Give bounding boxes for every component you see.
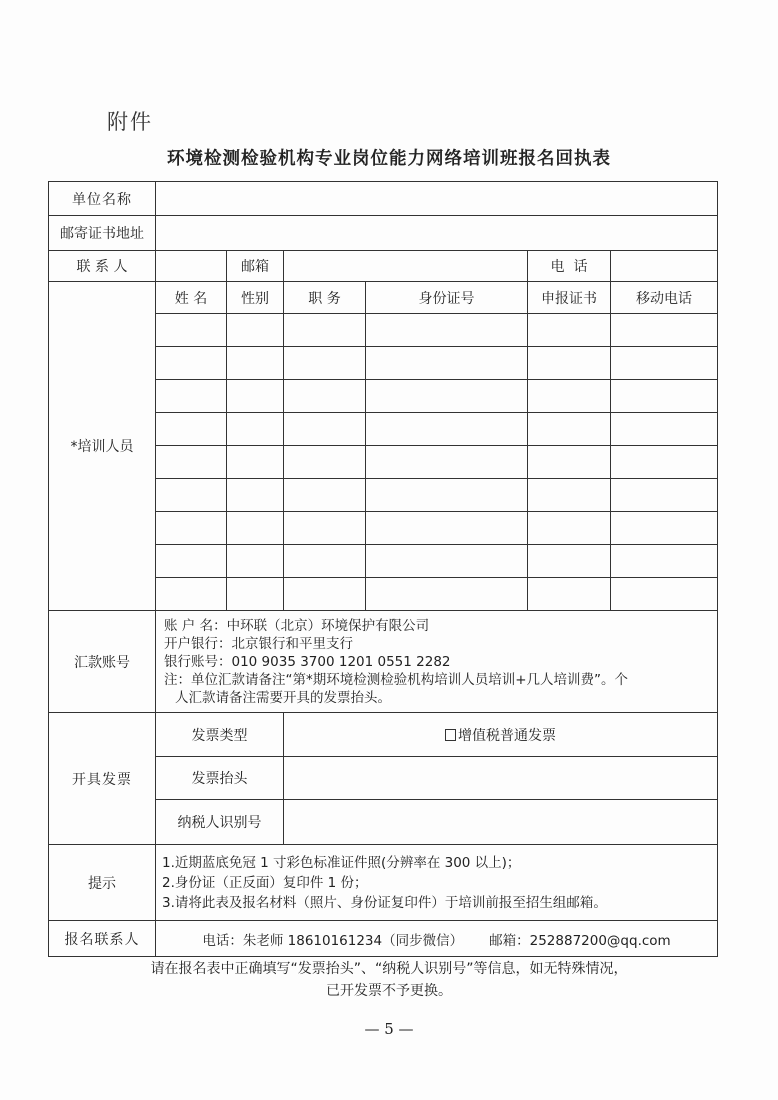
trainee-header-position: 职 务: [284, 282, 366, 314]
account-name: 账 户 名：中环联（北京）环境保护有限公司: [164, 617, 430, 634]
email-label: 邮箱: [227, 251, 284, 282]
tip-item: 1.近期蓝底免冠 1 寸彩色标准证件照(分辨率在 300 以上)；: [162, 854, 521, 871]
trainee-cell[interactable]: [156, 479, 227, 512]
trainee-cell[interactable]: [284, 413, 366, 446]
remit-note-cont: 人汇款请备注需要开具的发票抬头。: [175, 689, 391, 706]
footer-note: [0, 958, 778, 1002]
remit-label: 汇款账号: [49, 611, 156, 713]
registration-contact-info: [156, 921, 718, 957]
contact-phone: 电话：朱老师 18610161234（同步微信）: [202, 932, 464, 949]
trainee-cell[interactable]: [156, 380, 227, 413]
trainee-cell[interactable]: [227, 314, 284, 347]
trainee-cell[interactable]: [227, 413, 284, 446]
remit-info: [156, 611, 718, 713]
mail-address-field[interactable]: [156, 216, 718, 251]
trainee-cell[interactable]: [227, 380, 284, 413]
trainee-cell[interactable]: [227, 578, 284, 611]
trainee-cell[interactable]: [528, 380, 611, 413]
trainee-cell[interactable]: [156, 512, 227, 545]
trainee-cell[interactable]: [284, 446, 366, 479]
trainee-cell[interactable]: [528, 347, 611, 380]
trainee-cell[interactable]: [284, 545, 366, 578]
trainee-header-mobile: 移动电话: [611, 282, 718, 314]
tips-list: [156, 845, 718, 921]
trainee-cell[interactable]: [284, 512, 366, 545]
trainee-cell[interactable]: [528, 512, 611, 545]
trainee-cell[interactable]: [366, 545, 528, 578]
tips-label: 提示: [49, 845, 156, 921]
trainee-cell[interactable]: [366, 578, 528, 611]
trainee-cell[interactable]: [366, 347, 528, 380]
trainee-cell[interactable]: [227, 479, 284, 512]
trainee-cell[interactable]: [528, 314, 611, 347]
tip-item: 3.请将此表及报名材料（照片、身份证复印件）于培训前报至招生组邮箱。: [162, 894, 607, 911]
registration-form-table: [48, 181, 718, 957]
trainee-cell[interactable]: [284, 347, 366, 380]
trainee-cell[interactable]: [611, 446, 718, 479]
tax-id-label: 纳税人识别号: [156, 800, 284, 845]
trainee-cell[interactable]: [284, 380, 366, 413]
footer-note-line1: 请在报名表中正确填写“发票抬头”、“纳税人识别号”等信息，如无特殊情况，: [150, 961, 628, 977]
trainee-cell[interactable]: [366, 380, 528, 413]
invoice-header-field[interactable]: [284, 757, 718, 800]
trainee-cell[interactable]: [227, 512, 284, 545]
attachment-label: 附件: [107, 110, 153, 134]
trainee-label: *培训人员: [49, 282, 156, 611]
trainee-cell[interactable]: [611, 479, 718, 512]
trainee-cell[interactable]: [284, 578, 366, 611]
remit-note: 注：单位汇款请备注“第*期环境检测检验机构培训人员培训+几人培训费”。个: [164, 671, 629, 688]
trainee-cell[interactable]: [366, 413, 528, 446]
trainee-cell[interactable]: [227, 347, 284, 380]
invoice-header-label: 发票抬头: [156, 757, 284, 800]
invoice-label: 开具发票: [49, 713, 156, 845]
trainee-cell[interactable]: [611, 512, 718, 545]
invoice-type-label: 发票类型: [156, 713, 284, 757]
trainee-cell[interactable]: [528, 446, 611, 479]
trainee-cell[interactable]: [366, 512, 528, 545]
mail-address-label: 邮寄证书地址: [49, 216, 156, 251]
bank-name: 开户银行：北京银行和平里支行: [164, 635, 353, 652]
trainee-cell[interactable]: [284, 314, 366, 347]
trainee-cell[interactable]: [156, 347, 227, 380]
registration-contact-label: 报名联系人: [49, 921, 156, 957]
form-title: 环境检测检验机构专业岗位能力网络培训班报名回执表: [167, 149, 611, 169]
trainee-cell[interactable]: [227, 446, 284, 479]
phone-field[interactable]: [611, 251, 718, 282]
trainee-cell[interactable]: [611, 380, 718, 413]
trainee-cell[interactable]: [611, 413, 718, 446]
trainee-header-id-number: 身份证号: [366, 282, 528, 314]
trainee-cell[interactable]: [528, 545, 611, 578]
trainee-cell[interactable]: [528, 578, 611, 611]
contact-email: 邮箱：252887200@qq.com: [489, 932, 671, 949]
trainee-cell[interactable]: [611, 578, 718, 611]
trainee-cell[interactable]: [611, 347, 718, 380]
email-field[interactable]: [284, 251, 528, 282]
invoice-type-value: 增值税普通发票: [458, 727, 557, 744]
contact-person-label: 联 系 人: [49, 251, 156, 282]
trainee-header-name: 姓 名: [156, 282, 227, 314]
trainee-cell[interactable]: [284, 479, 366, 512]
phone-label: 电 话: [528, 251, 611, 282]
trainee-cell[interactable]: [611, 314, 718, 347]
trainee-header-certificate: 申报证书: [528, 282, 611, 314]
trainee-cell[interactable]: [227, 545, 284, 578]
trainee-header-gender: 性别: [227, 282, 284, 314]
checkbox-icon[interactable]: [445, 729, 456, 741]
trainee-cell[interactable]: [366, 314, 528, 347]
trainee-cell[interactable]: [156, 446, 227, 479]
tax-id-field[interactable]: [284, 800, 718, 845]
trainee-cell[interactable]: [366, 446, 528, 479]
page-number: — 5 —: [364, 1020, 414, 1038]
account-number: 银行账号：010 9035 3700 1201 0551 2282: [164, 653, 451, 670]
trainee-cell[interactable]: [156, 545, 227, 578]
contact-person-field[interactable]: [156, 251, 227, 282]
trainee-cell[interactable]: [156, 578, 227, 611]
unit-name-label: 单位名称: [49, 182, 156, 216]
trainee-cell[interactable]: [366, 479, 528, 512]
trainee-cell[interactable]: [611, 545, 718, 578]
tip-item: 2.身份证（正反面）复印件 1 份；: [162, 874, 368, 891]
unit-name-field[interactable]: [156, 182, 718, 216]
invoice-type-option[interactable]: [284, 713, 718, 757]
footer-note-line2: 已开发票不予更换。: [326, 983, 452, 999]
trainee-cell[interactable]: [156, 413, 227, 446]
trainee-cell[interactable]: [528, 479, 611, 512]
trainee-cell[interactable]: [528, 413, 611, 446]
trainee-cell[interactable]: [156, 314, 227, 347]
